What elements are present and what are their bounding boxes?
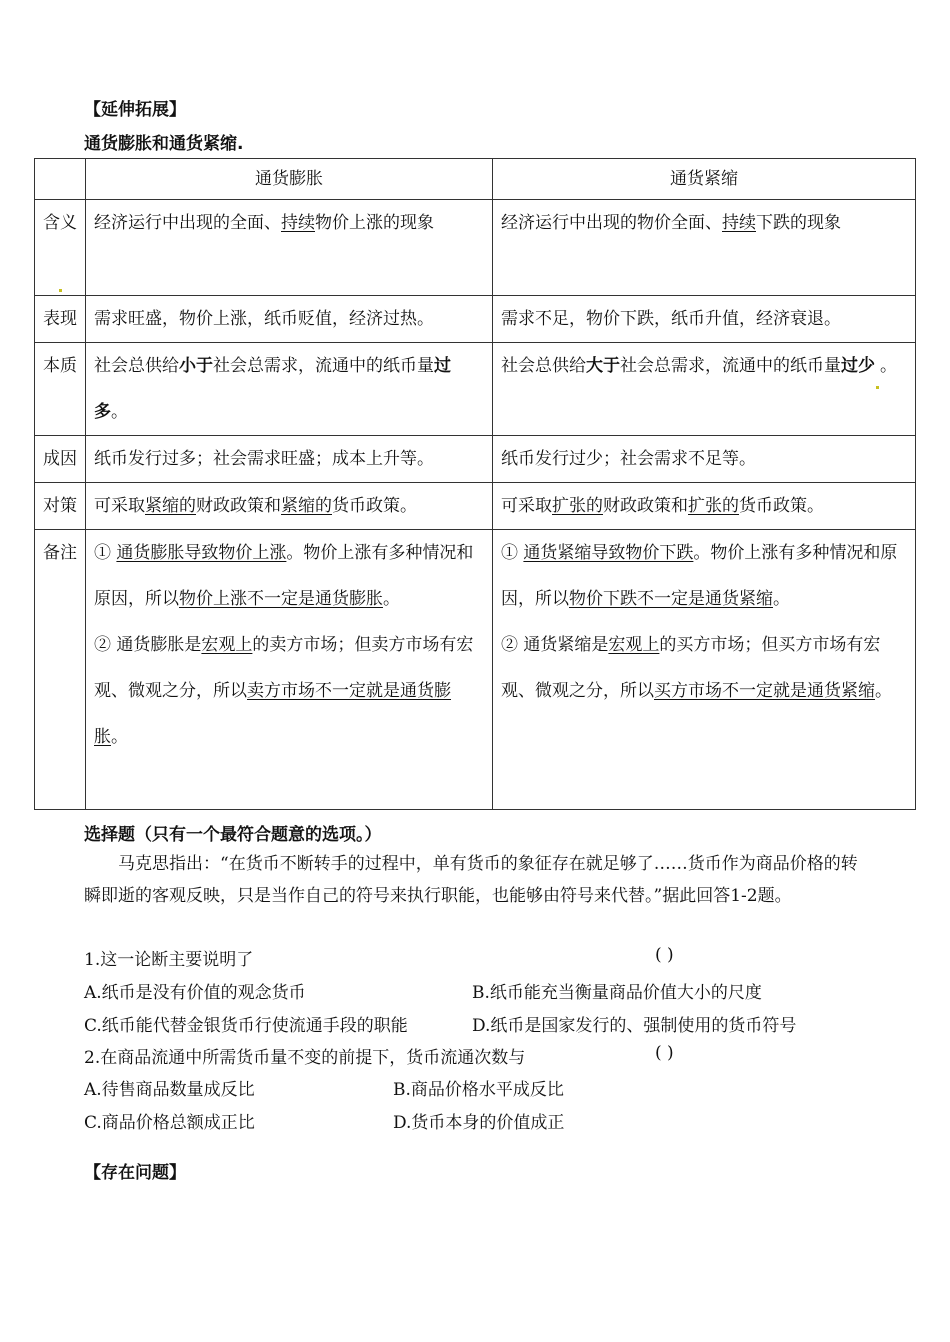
q2-option-b: B.商品价格水平成反比 bbox=[393, 1080, 564, 1100]
row-label: 对策 bbox=[35, 483, 86, 530]
q1-option-b: B.纸币能充当衡量商品价值大小的尺度 bbox=[472, 983, 762, 1003]
q1-stem: 1.这一论断主要说明了 bbox=[84, 950, 254, 970]
q2-option-d: D.货币本身的价值成正 bbox=[393, 1113, 565, 1133]
row-cause bbox=[35, 436, 916, 483]
row-manifest bbox=[35, 296, 916, 343]
q2-answer-paren: ( ) bbox=[655, 1043, 674, 1063]
q2-stem: 2.在商品流通中所需货币量不变的前提下，货币流通次数与 bbox=[84, 1048, 526, 1068]
header-deflation: 通货紧缩 bbox=[493, 159, 916, 200]
section-problem-title: 【存在问题】 bbox=[84, 1163, 186, 1183]
row-label: 本质 bbox=[35, 343, 86, 436]
row-essence bbox=[35, 343, 916, 436]
row-meaning bbox=[35, 200, 916, 296]
q2-option-a: A.待售商品数量成反比 bbox=[84, 1080, 255, 1100]
row-policy bbox=[35, 483, 916, 530]
row-label: 备注 bbox=[35, 530, 86, 810]
note-inflation-1: ① 通货膨胀导致物价上涨。物价上涨有多种情况和原因，所以物价上涨不一定是通货膨胀。 bbox=[94, 543, 474, 609]
section-extension-title: 【延伸拓展】 bbox=[84, 100, 186, 120]
mark-dot bbox=[876, 386, 879, 389]
q1-option-a: A.纸币是没有价值的观念货币 bbox=[84, 983, 306, 1003]
section-extension-subtitle: 通货膨胀和通货紧缩. bbox=[84, 134, 244, 154]
note-deflation-1: ① 通货紧缩导致物价下跌。物价上涨有多种情况和原因，所以物价下跌不一定是通货紧缩。 bbox=[501, 543, 898, 609]
meaning-inflation: 经济运行中出现的全面、持续物价上涨的现象 bbox=[86, 200, 493, 296]
row-label: 含义 bbox=[43, 213, 77, 233]
header-inflation: 通货膨胀 bbox=[86, 159, 493, 200]
note-inflation-2: ② 通货膨胀是宏观上的卖方市场；但卖方市场有宏观、微观之分，所以卖方市场不一定就是通货膨胀。 bbox=[94, 635, 474, 747]
essence-deflation: 社会总供给大于社会总需求，流通中的纸币量过少 。 bbox=[493, 343, 916, 436]
mark-dot bbox=[59, 289, 62, 292]
row-notes bbox=[35, 530, 916, 810]
notes-deflation bbox=[493, 530, 916, 810]
cause-deflation: 纸币发行过少；社会需求不足等。 bbox=[493, 436, 916, 483]
q1-option-d: D.纸币是国家发行的、强制使用的货币符号 bbox=[472, 1016, 797, 1036]
q2-option-c: C.商品价格总额成正比 bbox=[84, 1113, 255, 1133]
table-header-row bbox=[35, 159, 916, 200]
policy-inflation: 可采取紧缩的财政政策和紧缩的货币政策。 bbox=[86, 483, 493, 530]
policy-deflation: 可采取扩张的财政政策和扩张的货币政策。 bbox=[493, 483, 916, 530]
question-intro: 马克思指出：“在货币不断转手的过程中，单有货币的象征存在就足够了……货币作为商品价格的转瞬即逝的客观反映，只是当作自己的符号来执行职能，也能够由符号来代替。”据此回答1-2题。 bbox=[84, 854, 858, 906]
row-label: 表现 bbox=[35, 296, 86, 343]
manifest-deflation: 需求不足，物价下跌，纸币升值，经济衰退。 bbox=[493, 296, 916, 343]
row-label: 成因 bbox=[35, 436, 86, 483]
notes-inflation bbox=[86, 530, 493, 810]
inflation-deflation-table bbox=[34, 158, 916, 810]
q1-option-c: C.纸币能代替金银货币行使流通手段的职能 bbox=[84, 1016, 408, 1036]
manifest-inflation: 需求旺盛，物价上涨，纸币贬值，经济过热。 bbox=[86, 296, 493, 343]
meaning-deflation: 经济运行中出现的物价全面、持续下跌的现象 bbox=[493, 200, 916, 296]
choice-section-title: 选择题（只有一个最符合题意的选项。） bbox=[84, 825, 382, 845]
cause-inflation: 纸币发行过多；社会需求旺盛；成本上升等。 bbox=[86, 436, 493, 483]
essence-inflation: 社会总供给小于社会总需求，流通中的纸币量过多。 bbox=[86, 343, 493, 436]
note-deflation-2: ② 通货紧缩是宏观上的买方市场；但买方市场有宏观、微观之分，所以买方市场不一定就是通货紧缩。 bbox=[501, 635, 892, 701]
q1-answer-paren: ( ) bbox=[655, 945, 674, 965]
